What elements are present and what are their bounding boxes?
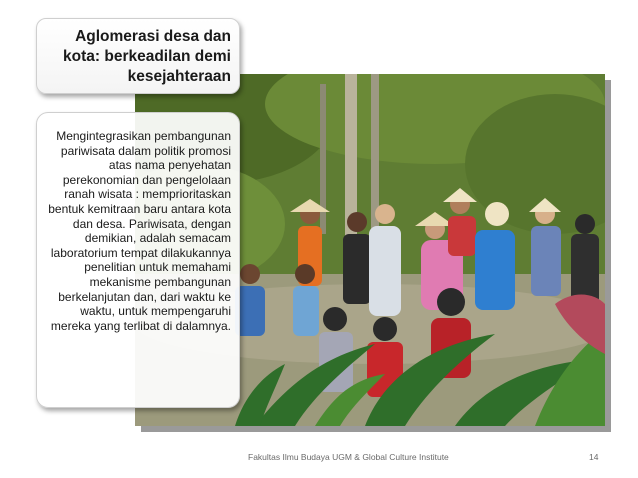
page-number: 14 (589, 452, 599, 462)
footer-text: Fakultas Ilmu Budaya UGM & Global Culture Institute (248, 452, 449, 462)
slide-body-text: Mengintegrasikan pembangunan pariwisata dalam politik promosi atas nama penyehatan perekonomian dan pengelolaan ranah wisata : memprioritaskan bentuk kemitraan baru antara kota dan desa. Pariwisata, dengan demikian, adalah semacam laboratorium tempat dilakukannya penelitian untuk memahami mekanisme pembangunan berkelanjutan dan, dari waktu ke waktu, untuk mempengaruhi mereka yang terlibat di dalamnya. (48, 129, 231, 333)
slide-title: Aglomerasi desa dan kota: berkeadilan demi kesejahteraan (63, 28, 231, 85)
title-box (36, 18, 240, 94)
body-text-box (36, 112, 240, 408)
